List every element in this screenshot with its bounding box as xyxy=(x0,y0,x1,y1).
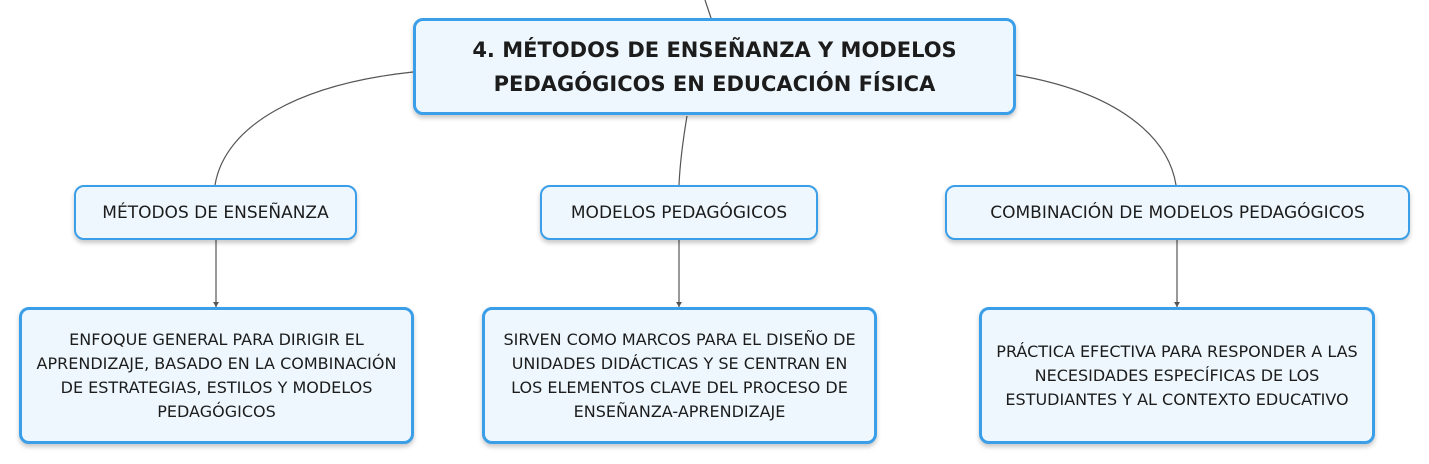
root-topic-label: 4. MÉTODOS DE ENSEÑANZA Y MODELOS PEDAGÓGICOS EN EDUCACIÓN FÍSICA xyxy=(472,37,957,96)
connector-parent-to-root xyxy=(705,0,711,18)
leaf-text-combinacion-de-modelos: PRÁCTICA EFECTIVA PARA RESPONDER A LAS NECESIDADES ESPECÍFICAS DE LOS ESTUDIANTES Y AL CONTEXTO EDUCATIVO xyxy=(996,341,1358,409)
connector-root-to-metodos xyxy=(215,72,413,185)
branch-node-combinacion-de-modelos[interactable] xyxy=(945,185,1410,240)
branch-node-modelos-pedagogicos[interactable] xyxy=(540,185,818,240)
branch-node-metodos-de-ensenanza[interactable] xyxy=(74,185,357,240)
branch-label-modelos-pedagogicos: MODELOS PEDAGÓGICOS xyxy=(570,202,788,223)
leaf-node-combinacion-de-modelos[interactable] xyxy=(979,307,1375,444)
leaf-text-metodos-de-ensenanza: ENFOQUE GENERAL PARA DIRIGIR EL APRENDIZAJE, BASADO EN LA COMBINACIÓN DE ESTRATEGIAS, ESTILOS Y MODELOS PEDAGÓGICOS xyxy=(36,329,397,421)
connector-root-to-combinacion xyxy=(1016,75,1176,185)
branch-label-combinacion-de-modelos: COMBINACIÓN DE MODELOS PEDAGÓGICOS xyxy=(990,202,1365,223)
leaf-text-modelos-pedagogicos: SIRVEN COMO MARCOS PARA EL DISEÑO DE UNIDADES DIDÁCTICAS Y SE CENTRAN EN LOS ELEMENTOS CLAVE DEL PROCESO DE ENSEÑANZA-APRENDIZAJE xyxy=(503,329,856,421)
leaf-node-modelos-pedagogicos[interactable] xyxy=(482,307,877,444)
connector-root-to-modelos xyxy=(679,116,687,185)
leaf-node-metodos-de-ensenanza[interactable] xyxy=(19,307,414,444)
root-topic-node[interactable] xyxy=(413,18,1016,115)
branch-label-metodos-de-ensenanza: MÉTODOS DE ENSEÑANZA xyxy=(102,202,329,223)
